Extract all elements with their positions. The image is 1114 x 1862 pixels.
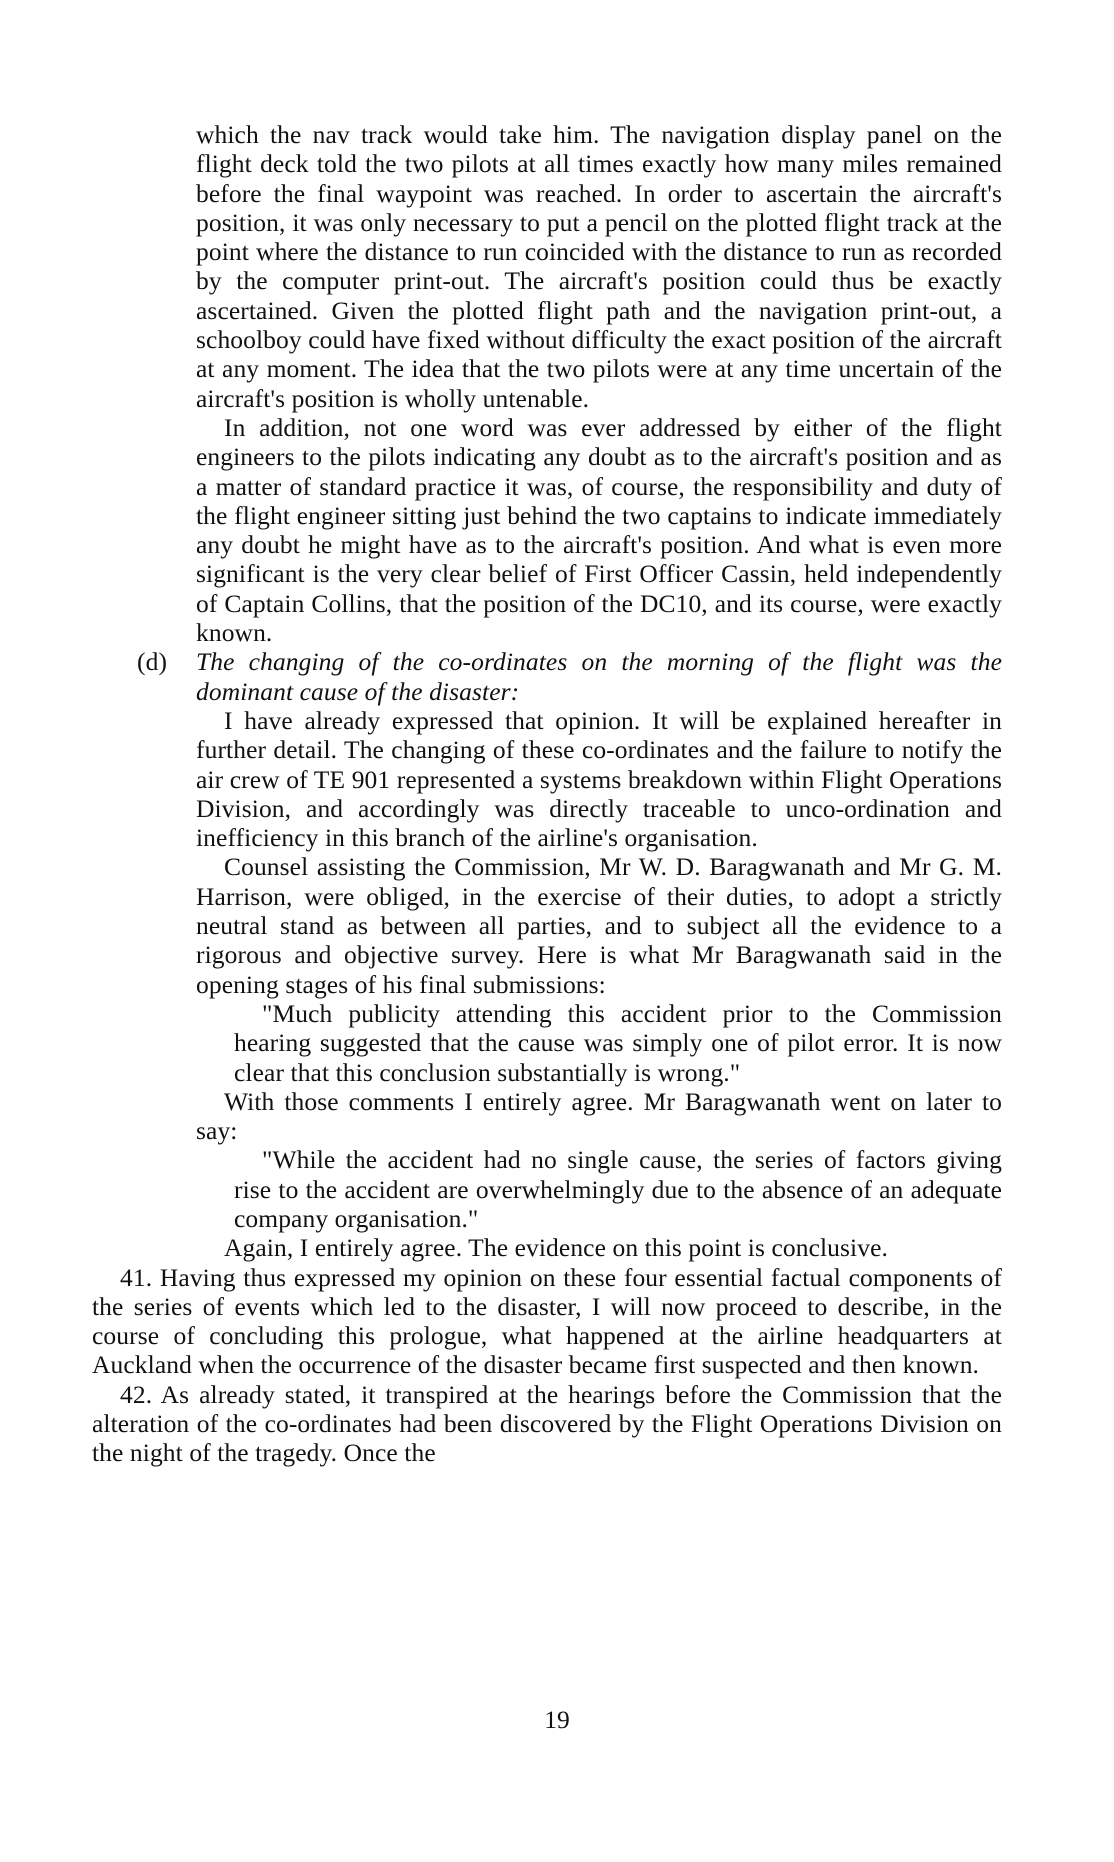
paragraph-nav-track: which the nav track would take him. The navigation display panel on the flight deck told the two pilots at all times exactly how many miles remained before the final waypoint was reached. In order to ascertain the aircraft's position, it was only necessary to put a pencil on the plotted flight track at the point where the distance to run coincided with the distance to run as recorded by the computer print-out. The aircraft's position could thus be exactly ascertained. Given the plotted flight path and the navigation print-out, a schoolboy could have fixed without difficulty the exact position of the aircraft at any moment. The idea that the two pilots were at any time uncertain of the aircraft's position is wholly untenable. [196,120,1002,413]
quote-pilot-error: "Much publicity attending this accident prior to the Commission hearing suggested that the cause was simply one of pilot error. It is now clear that this conclusion substantially is wrong." [234,998,1002,1087]
paragraph-conclusive: Again, I entirely agree. The evidence on this point is conclusive. [224,1233,888,1263]
paragraph-counsel: Counsel assisting the Commission, Mr W. D. Baragwanath and Mr G. M. Harrison, were obliged, in the exercise of their duties, to adopt a strictly neutral stand as between all parties, and to subject all the evidence to a rigorous and objective survey. Here is what Mr Baragwanath said in the opening stages of his final submissions: [196,852,1002,999]
paragraph-41: 41. Having thus expressed my opinion on these four essential factual components of the series of events which led to the disaster, I will now proceed to describe, in the course of concluding this prologue, what happened at the airline headquarters at Auckland when the occurrence of the disaster became first suspected and then known. [92,1262,1002,1380]
subsection-title: The changing of the co-ordinates on the morning of the flight was the dominant cause of the disaster: [196,647,1002,706]
body-text [92,120,1002,1468]
paragraph-42: 42. As already stated, it transpired at the hearings before the Commission that the alteration of the co-ordinates had been discovered by the Flight Operations Division on the night of the tragedy. Once the [92,1379,1002,1468]
paragraph-agree: With those comments I entirely agree. Mr Baragwanath went on later to say: [196,1086,1002,1146]
paragraph-flight-engineers: In addition, not one word was ever addressed by either of the flight engineers to the pilots indicating any doubt as to the aircraft's position and as a matter of standard practice it was, of course, the responsibility and duty of the flight engineer sitting just behind the two captains to indicate immediately any doubt he might have as to the aircraft's position. And what is even more significant is the very clear belief of First Officer Cassin, held independently of Captain Collins, that the position of the DC10, and its course, were exactly known. [196,412,1002,648]
paragraph-opinion: I have already expressed that opinion. It will be explained hereafter in further detail. The changing of these co-ordinates and the failure to notify the air crew of TE 901 represented a systems breakdown within Flight Operations Division, and accordingly was directly traceable to unco-ordination and inefficiency in this branch of the airline's organisation. [196,705,1002,853]
quote-organisation: "While the accident had no single cause, the series of factors giving rise to the accident are overwhelmingly due to the absence of an adequate company organisation." [234,1145,1002,1233]
page-number: 19 [544,1705,570,1734]
subsection-d-heading [92,647,1002,706]
subsection-label: (d) [137,647,168,677]
